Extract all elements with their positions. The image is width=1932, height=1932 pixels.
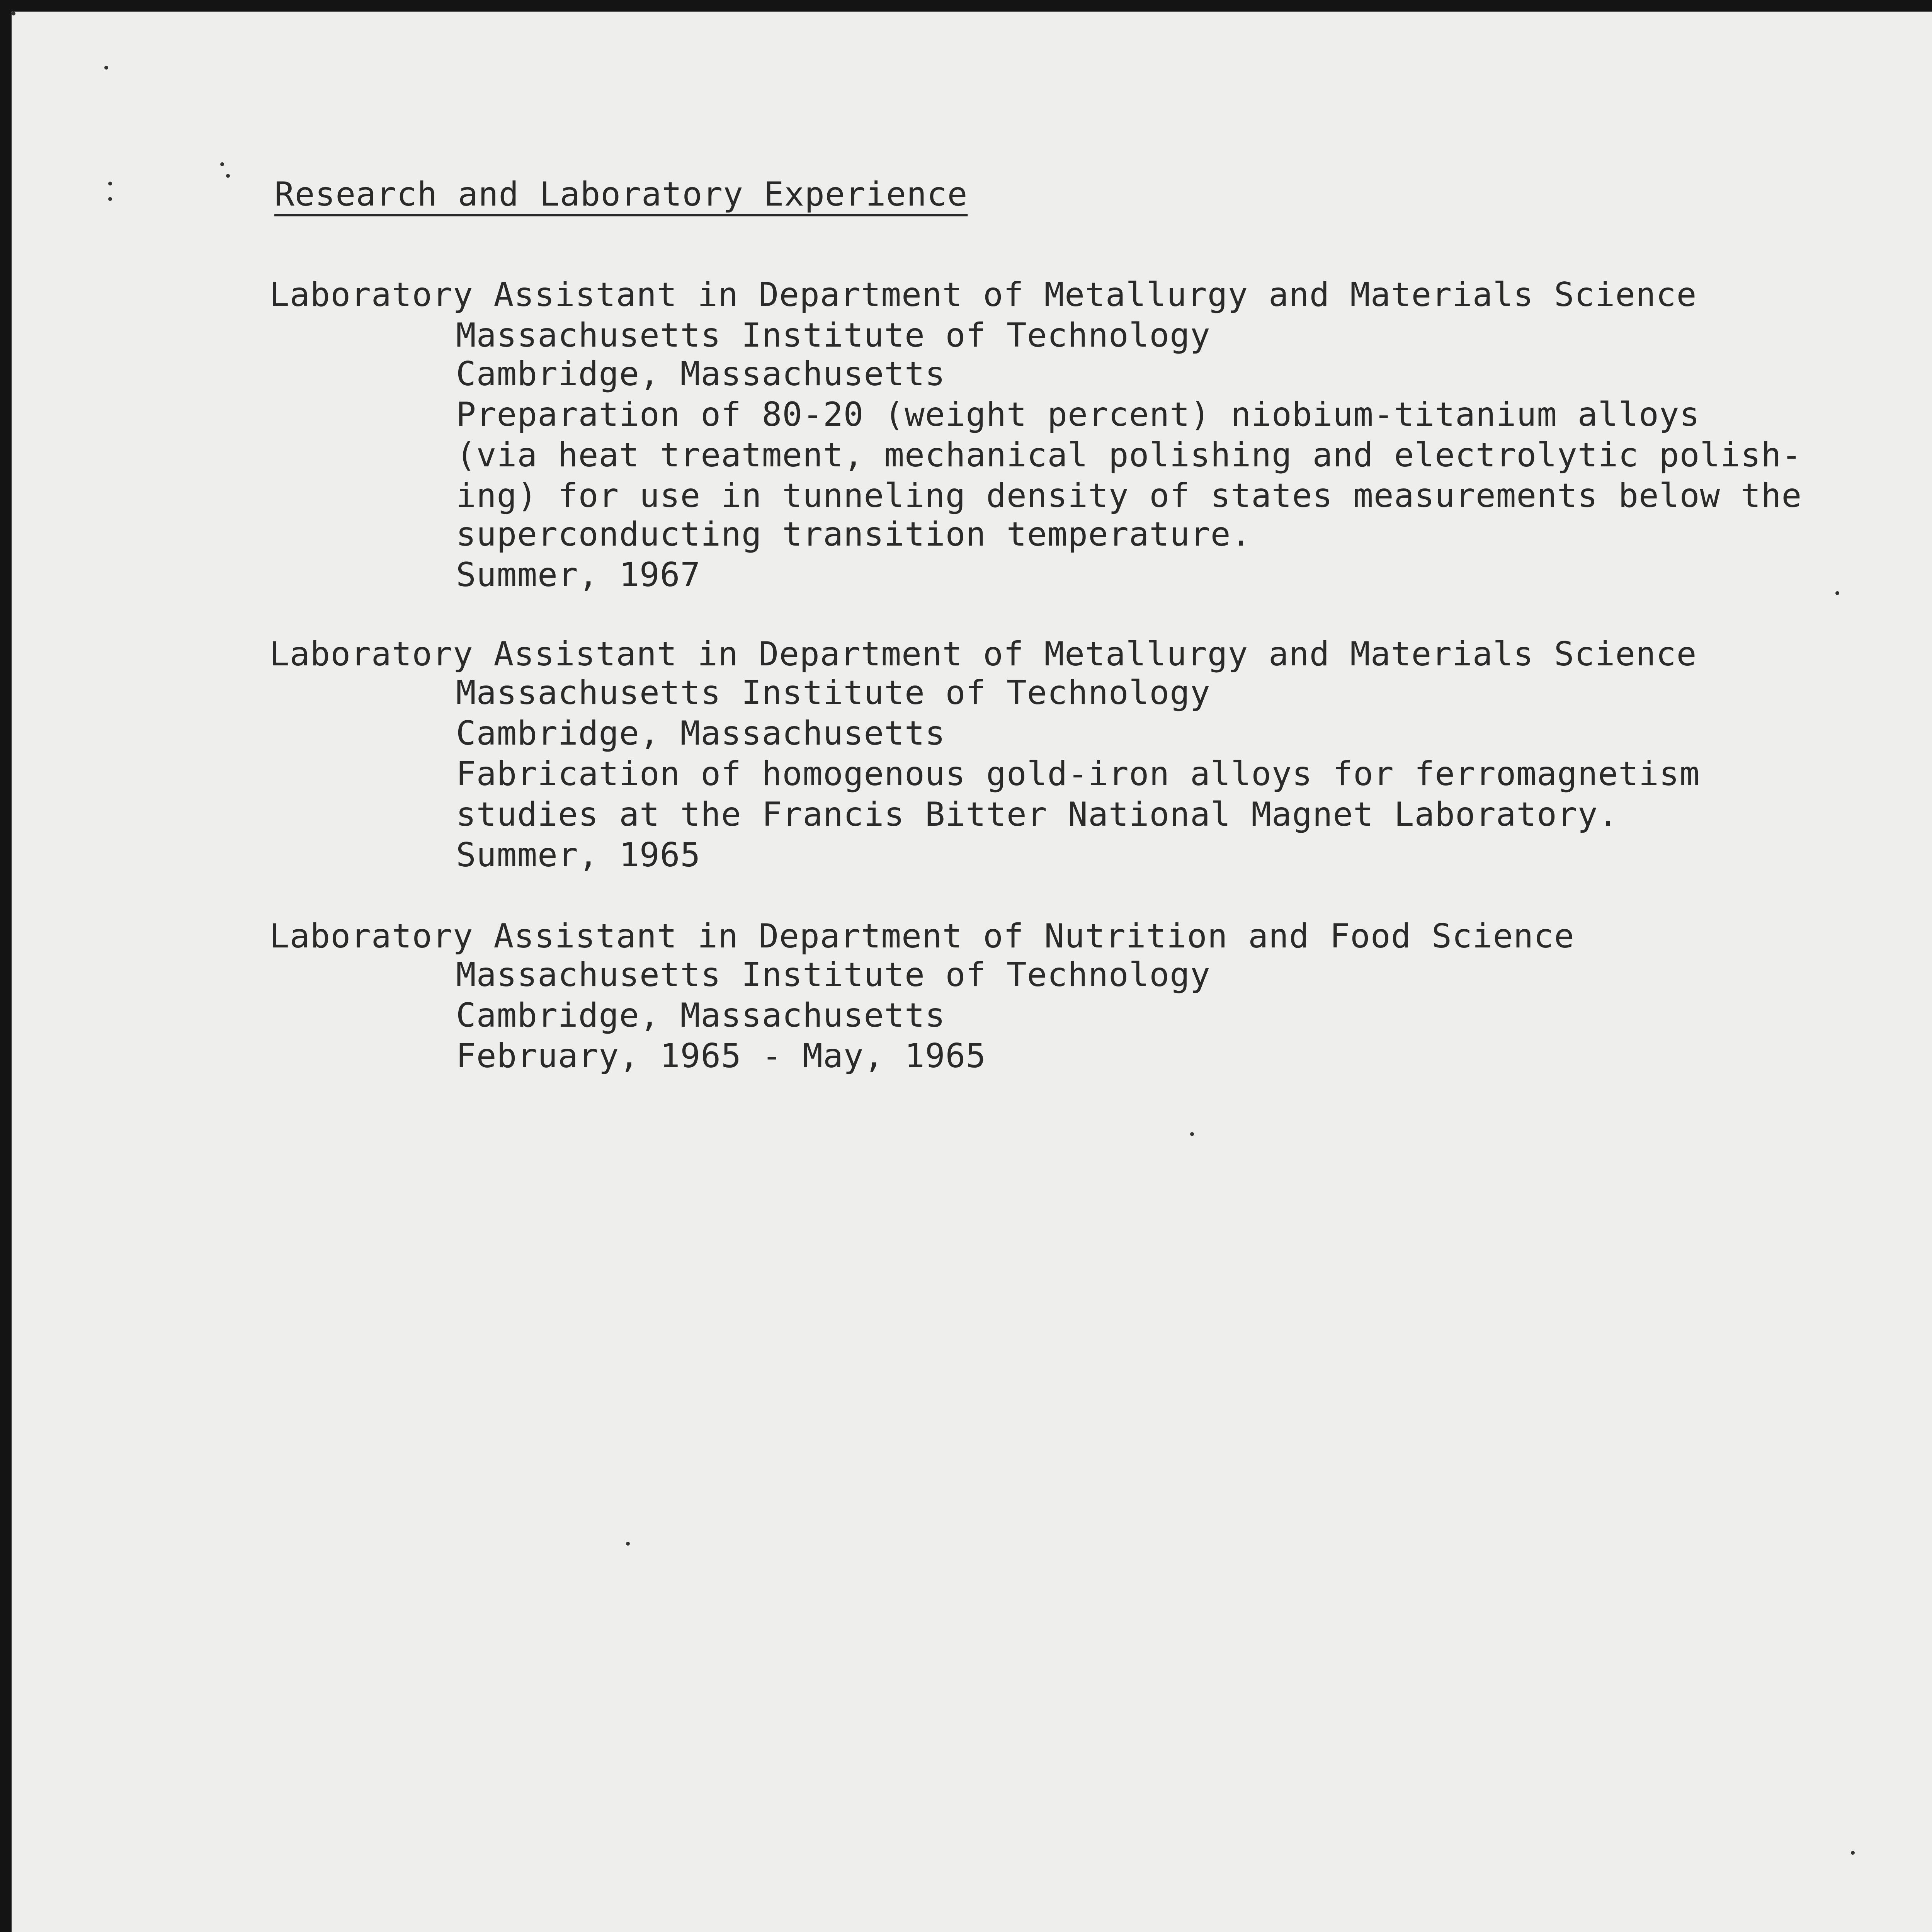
entry-line: Massachusetts Institute of Technology (456, 673, 1211, 712)
entry-line: superconducting transition temperature. (456, 515, 1252, 554)
entry-line: Fabrication of homogenous gold-iron alloys for ferromagnetism (456, 755, 1700, 793)
entry-title: Laboratory Assistant in Department of Metallurgy and Materials Science (269, 276, 1697, 314)
page-speck (1835, 591, 1839, 595)
page-speck (108, 182, 112, 185)
page-speck (626, 1542, 630, 1546)
entry-line: Cambridge, Massachusetts (456, 996, 946, 1035)
entry-line: Preparation of 80-20 (weight percent) niobium-titanium alloys (456, 395, 1700, 434)
section-heading: Research and Laboratory Experience (274, 175, 968, 214)
page-speck (220, 162, 224, 166)
entry-line: Summer, 1965 (456, 836, 701, 874)
page-speck (12, 12, 15, 15)
entry-line: Massachusetts Institute of Technology (456, 316, 1211, 355)
page-speck (104, 66, 108, 70)
document-page (12, 12, 1932, 1932)
entry-line: (via heat treatment, mechanical polishing and electrolytic polish- (456, 436, 1802, 474)
page-speck (1851, 1851, 1855, 1855)
entry-line: Cambridge, Massachusetts (456, 355, 946, 393)
entry-line: Cambridge, Massachusetts (456, 714, 946, 753)
entry-line: studies at the Francis Bitter National Magnet Laboratory. (456, 795, 1619, 834)
entry-title: Laboratory Assistant in Department of Metallurgy and Materials Science (269, 635, 1697, 673)
entry-line: ing) for use in tunneling density of states measurements below the (456, 476, 1802, 515)
entry-line: February, 1965 - May, 1965 (456, 1037, 986, 1075)
entry-title: Laboratory Assistant in Department of Nutrition and Food Science (269, 917, 1575, 956)
page-speck (226, 174, 230, 178)
page-speck (108, 197, 112, 201)
entry-line: Summer, 1967 (456, 556, 701, 594)
page-speck (1190, 1132, 1194, 1136)
entry-line: Massachusetts Institute of Technology (456, 956, 1211, 994)
